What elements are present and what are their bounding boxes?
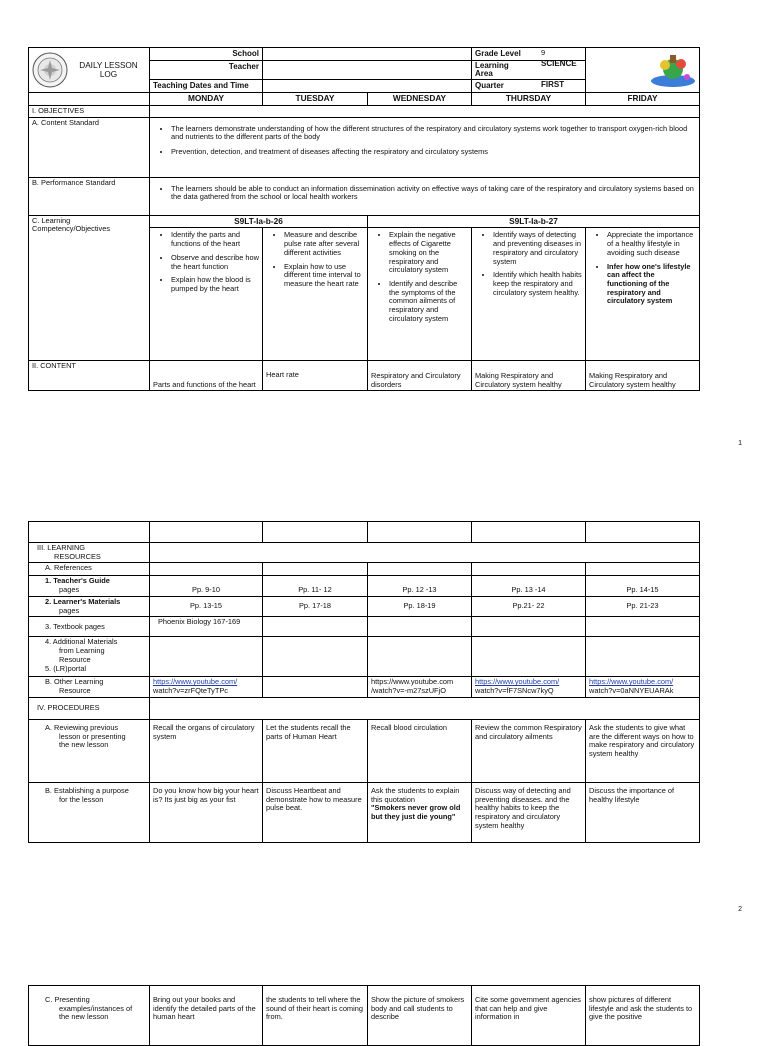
objectives-thursday: • Identify ways of detecting and preventing diseases in respiratory and circulatory system • Identify which health habits keep the respiratory and circulatory system healthy.: [472, 228, 586, 361]
lm-thursday: Pp.21- 22: [472, 596, 586, 616]
content-standard-item: • Prevention, detection, and treatment of diseases affecting the respiratory and circulatory systems: [171, 148, 696, 157]
procedure-b-tuesday: Discuss Heartbeat and demonstrate how to measure pulse beat.: [263, 782, 368, 842]
page-number-1: 1: [738, 440, 742, 447]
procedure-c-friday: show pictures of different lifestyle and ask the students to give the positive: [586, 986, 700, 1046]
references-label: A. References: [29, 563, 150, 576]
content-standard-text: [150, 117, 700, 177]
performance-standard-label: B. Performance Standard: [29, 177, 150, 215]
mascot-logo-icon: [649, 51, 697, 89]
competency-code-a: S9LT-Ia-b-26: [150, 215, 368, 228]
day-friday: FRIDAY: [586, 93, 700, 106]
lesson-log-page-2: [28, 521, 699, 843]
quarter-label: Quarter: [472, 80, 586, 93]
content-friday: Making Respiratory and Circulatory system healthy: [586, 361, 700, 391]
procedure-c-label: C. Presenting examples/instances of the new lesson: [29, 986, 150, 1046]
procedure-a-label: A. Reviewing previous lesson or presenting the new lesson: [29, 719, 150, 782]
tg-thursday: Pp. 13 -14: [472, 576, 586, 596]
learning-competency-label: C. Learning Competency/Objectives: [29, 215, 150, 361]
objectives-heading: I. OBJECTIVES: [29, 105, 150, 117]
school-value[interactable]: [263, 48, 472, 61]
objectives-tuesday: • Measure and describe pulse rate after several different activities • Explain how to use different time interval to measure the heart rate: [263, 228, 368, 361]
school-label: School: [150, 48, 263, 61]
tg-wednesday: Pp. 12 -13: [368, 576, 472, 596]
log-title-line2: LOG: [99, 70, 118, 79]
content-standard-label: A. Content Standard: [29, 117, 150, 177]
content-wednesday: Respiratory and Circulatory disorders: [368, 361, 472, 391]
content-heading: II. CONTENT: [29, 361, 150, 391]
procedure-c-thursday: Cite some government agencies that can help and give information in: [472, 986, 586, 1046]
p2-blank-label: [29, 522, 150, 543]
learning-area-value: SCIENCE: [541, 59, 577, 68]
deped-seal-icon: [32, 52, 68, 88]
textbook-label: 3. Textbook pages: [29, 617, 150, 637]
deped-seal-cell: [29, 48, 150, 93]
grade-level-label: Grade Level: [472, 48, 586, 61]
tg-tuesday: Pp. 11- 12: [263, 576, 368, 596]
teacher-value[interactable]: [263, 60, 472, 80]
performance-standard-text: [150, 177, 700, 215]
content-thursday: Making Respiratory and Circulatory system healthy: [472, 361, 586, 391]
procedure-a-monday: Recall the organs of circulatory system: [150, 719, 263, 782]
lesson-log-page-3: [28, 985, 699, 1046]
teaching-dates-value[interactable]: [263, 80, 472, 93]
textbook-monday: Phoenix Biology 167-169: [150, 617, 263, 637]
performance-standard-item: • The learners should be able to conduct an information dissemination activity on effective ways of taking care of the respiratory and circulatory systems based on the data gathered from the school or local health workers: [171, 185, 696, 202]
teaching-dates-label: Teaching Dates and Time: [150, 80, 263, 93]
page3-table: [28, 985, 700, 1046]
procedure-a-tuesday: Let the students recall the parts of Human Heart: [263, 719, 368, 782]
teacher-label: Teacher: [150, 60, 263, 80]
youtube-link-friday[interactable]: https://www.youtube.com/ watch?v=0aNNYEUARAk: [586, 677, 700, 697]
day-tuesday: TUESDAY: [263, 93, 368, 106]
procedure-c-wednesday: Show the picture of smokers body and call students to describe: [368, 986, 472, 1046]
grade-level-value: 9: [541, 48, 546, 57]
procedure-a-wednesday: Recall blood circulation: [368, 719, 472, 782]
teachers-guide-label: 1. Teacher's Guide pages: [29, 576, 150, 596]
procedure-a-friday: Ask the students to give what are the different ways on how to make respiratory and circulatory system healthy: [586, 719, 700, 782]
learning-area-label: Learning Area: [472, 60, 586, 80]
grade-area-quarter-cell: [541, 48, 700, 93]
procedure-a-thursday: Review the common Respiratory and circulatory ailments: [472, 719, 586, 782]
other-resource-label: B. Other Learning Resource: [29, 677, 150, 697]
content-standard-item: • The learners demonstrate understanding of how the different structures of the respiratory and circulatory systems work together to transport oxygen-rich blood and nutrients to the different parts of the body: [171, 125, 696, 142]
youtube-link-monday[interactable]: https://www.youtube.com/ watch?v=zrFQteTyTPc: [150, 677, 263, 697]
procedure-b-thursday: Discuss way of detecting and preventing diseases. and the healthy habits to keep the respiratory and circulatory system healthy: [472, 782, 586, 842]
page-number-2: 2: [738, 906, 742, 913]
day-wednesday: WEDNESDAY: [368, 93, 472, 106]
page1-table: [28, 47, 700, 391]
additional-materials-label: 4. Additional Materials from Learning Resource 5. (LR)portal: [29, 637, 150, 677]
day-thursday: THURSDAY: [472, 93, 586, 106]
competency-code-b: S9LT-Ia-b-27: [368, 215, 700, 228]
procedure-c-monday: Bring out your books and identify the detailed parts of the human heart: [150, 986, 263, 1046]
tg-monday: Pp. 9-10: [150, 576, 263, 596]
procedure-b-friday: Discuss the importance of healthy lifestyle: [586, 782, 700, 842]
day-monday: MONDAY: [150, 93, 263, 106]
objectives-monday: • Identify the parts and functions of the heart • Observe and describe how the heart function • Explain how the blood is pumped by the heart: [150, 228, 263, 361]
objectives-friday: • Appreciate the importance of a healthy lifestyle in avoiding such disease • Infer how one's lifestyle can affect the functioning of the respiratory and circulatory system: [586, 228, 700, 361]
lm-wednesday: Pp. 18-19: [368, 596, 472, 616]
procedure-b-wednesday: Ask the students to explain this quotation "Smokers never grow old but they just die young": [368, 782, 472, 842]
lm-tuesday: Pp. 17-18: [263, 596, 368, 616]
learners-materials-label: 2. Learner's Materials pages: [29, 596, 150, 616]
procedures-heading: IV. PROCEDURES: [29, 697, 150, 719]
objectives-wednesday: • Explain the negative effects of Cigarette smoking on the respiratory and circulatory system • Identify and describe the symptoms of the common ailments of respiratory and circulatory system: [368, 228, 472, 361]
quarter-value: FIRST: [541, 80, 565, 89]
objectives-blank: [150, 105, 700, 117]
content-monday: Parts and functions of the heart: [150, 361, 263, 391]
log-title-line1: DAILY LESSON: [79, 60, 138, 70]
procedure-c-tuesday: the students to tell where the sound of their heart is coming from.: [263, 986, 368, 1046]
procedure-b-label: B. Establishing a purpose for the lesson: [29, 782, 150, 842]
content-tuesday: Heart rate: [263, 361, 368, 391]
learning-resources-heading: III. LEARNING RESOURCES: [29, 543, 150, 563]
lm-friday: Pp. 21-23: [586, 596, 700, 616]
procedure-b-monday: Do you know how big your heart is? Its just big as your fist: [150, 782, 263, 842]
lm-monday: Pp. 13-15: [150, 596, 263, 616]
lesson-log-page-1: [28, 47, 699, 391]
page2-table: [28, 521, 700, 843]
tg-friday: Pp. 14-15: [586, 576, 700, 596]
youtube-link-thursday[interactable]: https://www.youtube.com/ watch?v=fF7SNcw7kyQ: [472, 677, 586, 697]
youtube-link-wednesday[interactable]: https://www.youtube.com /watch?v=-m27szUFjO: [368, 677, 472, 697]
days-blank: [29, 93, 150, 106]
